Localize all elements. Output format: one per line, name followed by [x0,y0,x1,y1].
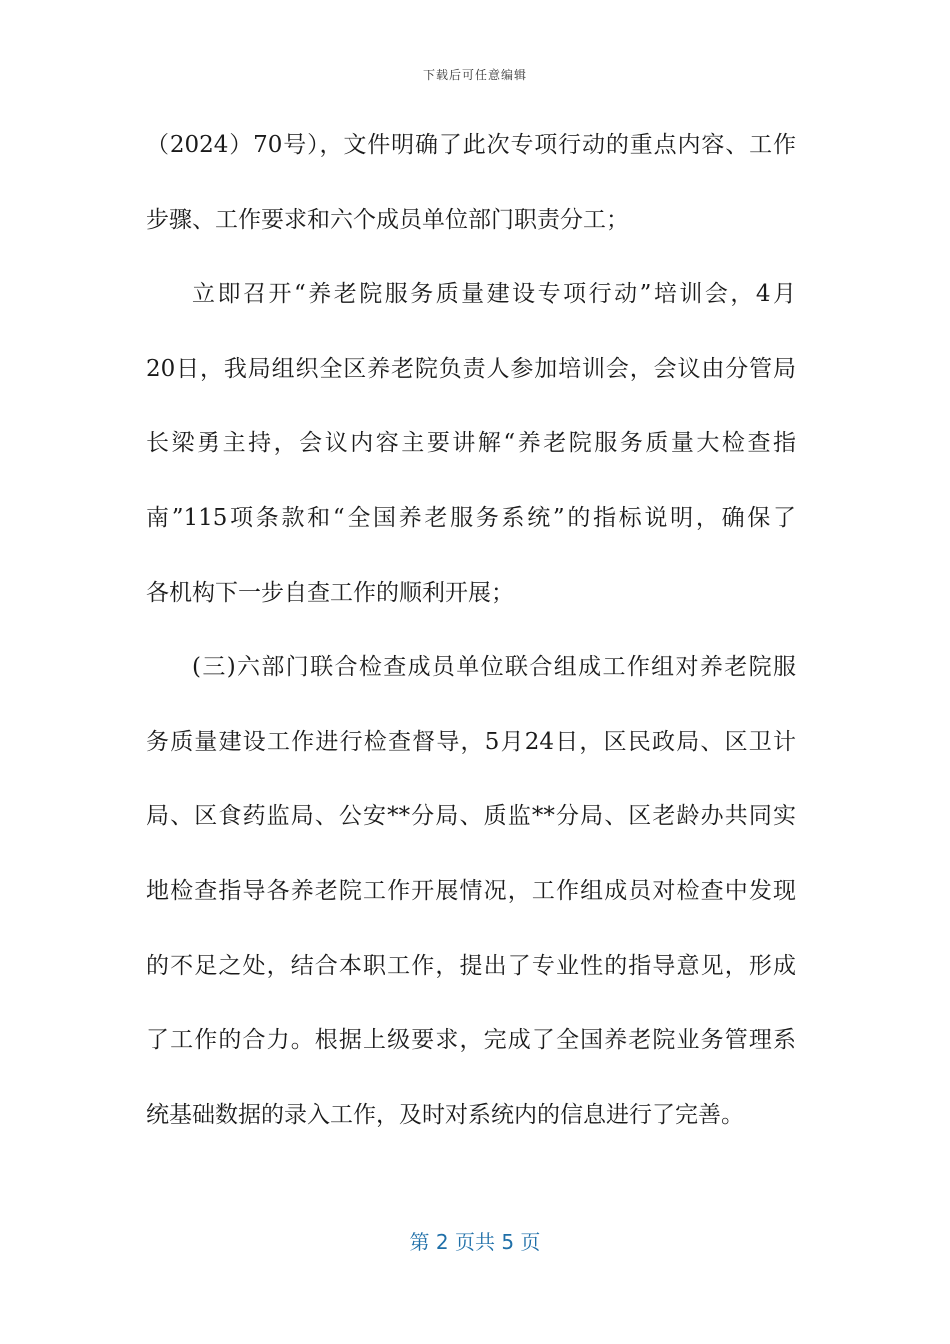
body-line: 的不足之处，结合本职工作，提出了专业性的指导意见，形成 [146,952,796,979]
body-line: 了工作的合力。根据上级要求，完成了全国养老院业务管理系 [146,1027,796,1054]
body-line: 立即召开“养老院服务质量建设专项行动”培训会，4月 [192,281,796,308]
body-line: 务质量建设工作进行检查督导，5月24日，区民政局、区卫计 [146,728,796,755]
page-number: 第 2 页共 5 页 [409,1230,541,1254]
body-line: 长梁勇主持，会议内容主要讲解“养老院服务质量大检查指 [146,430,796,457]
body-line: (三)六部门联合检查成员单位联合组成工作组对养老院服 [192,654,796,681]
body-line: 步骤、工作要求和六个成员单位部门职责分工； [146,206,629,233]
body-line: 南”115项条款和“全国养老服务系统”的指标说明，确保了 [146,504,796,531]
page-header: 下载后可任意编辑 [422,68,527,82]
body-line: 地检查指导各养老院工作开展情况，工作组成员对检查中发现 [146,877,796,904]
body-line: 各机构下一步自查工作的顺利开展； [146,579,514,606]
body-line: 局、区食药监局、公安**分局、质监**分局、区老龄办共同实 [146,803,796,830]
body-line: 20日，我局组织全区养老院负责人参加培训会，会议由分管局 [146,355,796,382]
body-line: （2024）70号），文件明确了此次专项行动的重点内容、工作 [146,132,796,158]
document-body [146,121,796,1165]
body-line: 统基础数据的录入工作，及时对系统内的信息进行了完善。 [146,1101,744,1128]
